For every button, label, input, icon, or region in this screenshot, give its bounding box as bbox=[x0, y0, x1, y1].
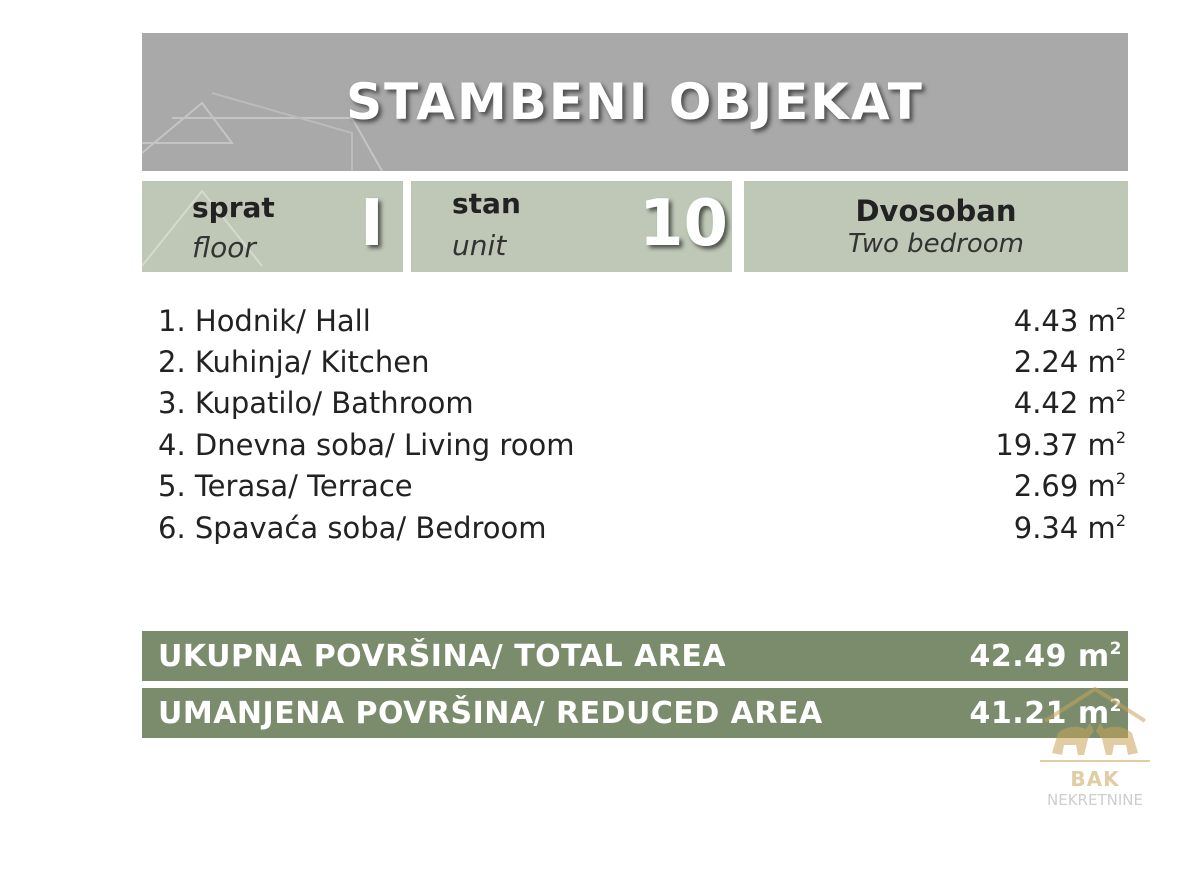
reduced-area-bar bbox=[142, 688, 1128, 738]
type-cell bbox=[744, 181, 1128, 272]
room-area: 19.37 $m^2$ bbox=[995, 427, 1126, 462]
watermark-brand: BAK bbox=[1070, 767, 1120, 791]
floor-label: sprat bbox=[192, 191, 275, 224]
room-row bbox=[158, 466, 1126, 507]
bull-logo-icon bbox=[1030, 683, 1160, 767]
total-area-value: 42.49 $m^2$ bbox=[969, 638, 1122, 674]
total-area-bar bbox=[142, 631, 1128, 681]
type-label-en: Two bedroom bbox=[847, 228, 1025, 259]
floor-value: I bbox=[360, 187, 384, 261]
room-row bbox=[158, 383, 1126, 424]
watermark-sub: NEKRETNINE bbox=[1047, 791, 1143, 809]
room-name: 5. Terasa/ Terrace bbox=[158, 469, 413, 504]
title-banner bbox=[142, 33, 1128, 171]
room-area: 2.24 $m^2$ bbox=[1013, 345, 1126, 380]
unit-label: stan bbox=[452, 187, 521, 220]
room-area: 4.43 $m^2$ bbox=[1013, 303, 1126, 338]
floor-cell bbox=[142, 181, 403, 272]
room-area: 4.42 $m^2$ bbox=[1013, 386, 1126, 421]
room-row bbox=[158, 341, 1126, 382]
page-title: STAMBENI OBJEKAT bbox=[346, 73, 924, 131]
unit-cell bbox=[411, 181, 732, 272]
unit-value: 10 bbox=[639, 187, 729, 261]
reduced-area-label: UMANJENA POVRŠINA/ REDUCED AREA bbox=[158, 695, 823, 731]
room-row bbox=[158, 424, 1126, 465]
floor-label-en: floor bbox=[192, 231, 256, 264]
room-name: 3. Kupatilo/ Bathroom bbox=[158, 386, 474, 421]
room-name: 4. Dnevna soba/ Living room bbox=[158, 427, 575, 462]
room-name: 6. Spavaća soba/ Bedroom bbox=[158, 510, 547, 545]
unit-label-en: unit bbox=[452, 229, 507, 262]
room-area: 2.69 $m^2$ bbox=[1013, 469, 1126, 504]
room-name: 1. Hodnik/ Hall bbox=[158, 303, 371, 338]
room-area: 9.34 $m^2$ bbox=[1013, 510, 1126, 545]
room-list bbox=[158, 300, 1126, 548]
room-name: 2. Kuhinja/ Kitchen bbox=[158, 345, 430, 380]
watermark-logo bbox=[1030, 683, 1160, 813]
total-area-label: UKUPNA POVRŠINA/ TOTAL AREA bbox=[158, 638, 727, 674]
room-row bbox=[158, 507, 1126, 548]
reduced-area-value: 41.21 $m^2$ bbox=[969, 695, 1122, 731]
type-label: Dvosoban bbox=[855, 193, 1017, 228]
room-row bbox=[158, 300, 1126, 341]
